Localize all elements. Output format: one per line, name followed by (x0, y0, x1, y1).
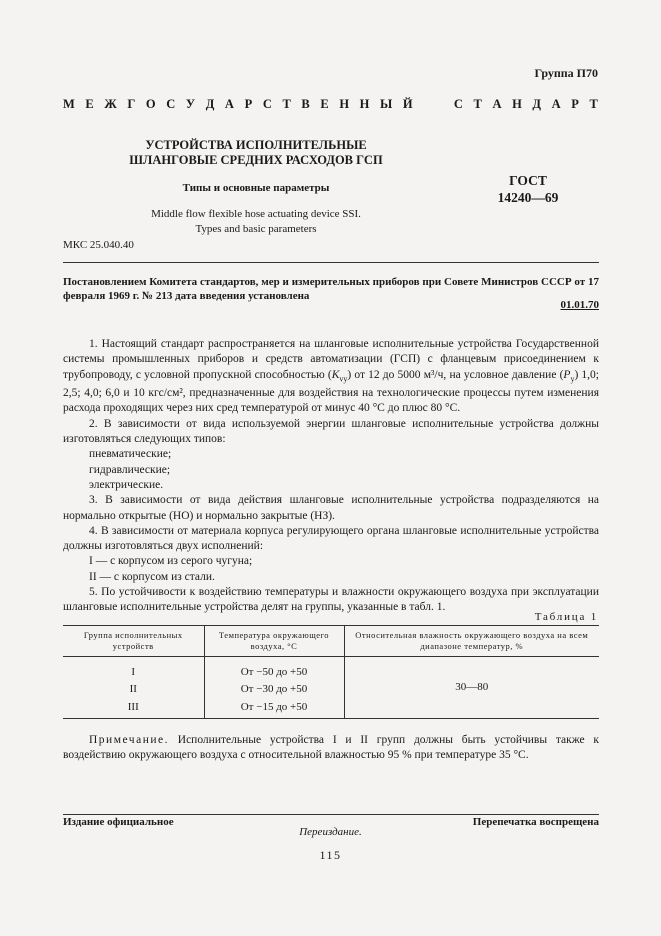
cell-temperature: От −15 до +50 (204, 697, 344, 718)
banner-letter: С (166, 97, 176, 111)
title-line-2: ШЛАНГОВЫЕ СРЕДНИХ РАСХОДОВ ГСП (129, 153, 383, 167)
body-text (63, 337, 599, 616)
banner-letter: С (453, 97, 463, 111)
note-label: Примечание. (89, 734, 169, 746)
official-edition-label: Издание официальное (63, 816, 174, 828)
banner-letter: Е (320, 97, 329, 111)
header-humidity: Относительная влажность окружающего воздуха на всем диапазоне температур, % (344, 626, 599, 657)
cell-group: I (131, 665, 136, 678)
paragraph-2: 2. В зависимости от вида используемой энергии шланговые исполнительные устройства должны изготовляться следующих типов: (63, 417, 599, 446)
list-item: гидравлические; (89, 463, 171, 476)
banner-gap (423, 97, 443, 112)
paragraph-1 (63, 337, 599, 417)
list-item: I — с корпусом из серого чугуна; (89, 555, 253, 568)
banner-letter: Т (473, 97, 482, 111)
banner-letter: В (301, 97, 310, 111)
title-line-1: УСТРОЙСТВА ИСПОЛНИТЕЛЬНЫЕ (145, 138, 367, 152)
list-item: II — с корпусом из стали. (89, 570, 215, 583)
banner-letter: Т (589, 97, 598, 111)
header-temperature: Температура окружающего воздуха, °С (204, 626, 344, 657)
banner-letter: Д (532, 97, 542, 111)
banner-letter: Н (512, 97, 522, 111)
cell-humidity: 30—80 (344, 657, 599, 719)
title-subtitle: Типы и основные параметры (182, 182, 330, 194)
banner-letter: У (185, 97, 196, 111)
py-symbol: P (563, 368, 571, 381)
mks-code: МКС 25.040.40 (63, 239, 134, 251)
table-caption: Таблица 1 (534, 611, 598, 623)
banner-letter: Т (282, 97, 291, 111)
p1-part-a: 1. Настоящий стандарт распространяется на шланговые исполнительные устройства Государственной системы промышленных приборов и средств автоматизации (ГСП) с фланцевым присоединением к трубопроводу, с условной пропускной способностью ( (63, 338, 599, 381)
p1-part-c: ) 1,0; 2,5; 4,0; 6,0 и 10 кгс/см², предназначенные для воздействия на технологические процессы путем изменения расхода проходящих через них сред температурой от минус 40 °С до плюс 80 °С. (63, 368, 599, 415)
climate-groups-table (63, 625, 599, 719)
english-title (120, 207, 392, 237)
english-title-line-1: Middle flow flexible hose actuating device SSI. (151, 208, 361, 220)
banner-letter: Д (205, 97, 215, 111)
page-number: 115 (319, 848, 342, 862)
gost-number (478, 172, 578, 206)
paragraph-3: 3. В зависимости от вида действия шланговые исполнительные устройства подразделяются на нормально открытые (НО) и нормально закрытые (НЗ). (63, 494, 599, 522)
banner-letter: О (145, 97, 156, 111)
interstate-standard-banner (63, 97, 598, 112)
banner-letter: С (262, 97, 272, 111)
decree-text: Постановлением Комитета стандартов, мер и измерительных приборов при Совете Министров СССР от 17 февраля 1969 г. № 213 дата введения установлена (63, 276, 599, 302)
banner-letter: А (551, 97, 561, 111)
paragraph-5: 5. По устойчивости к воздействию температуры и влажности окружающего воздуха при эксплуатации шланговые исполнительные устройства делят на группы, указанные в табл. 1. (63, 586, 599, 614)
table-note (63, 733, 599, 764)
effective-date: 01.01.70 (560, 299, 599, 311)
reprint-prohibited-label: Перепечатка воспрещена (472, 816, 599, 828)
banner-letter: Ж (104, 97, 117, 111)
banner-letter: Е (85, 97, 94, 111)
english-title-line-2: Types and basic parameters (195, 223, 317, 235)
header-divider (63, 262, 599, 263)
table-row (63, 657, 599, 681)
list-item: пневматические; (89, 448, 172, 461)
paragraph-4: 4. В зависимости от материала корпуса регулирующего органа шланговые исполнительные устройства должны изготовляться двух исполнений: (63, 524, 599, 553)
kv-symbol: K (331, 368, 340, 381)
banner-letter: Н (359, 97, 370, 111)
table-header-row (63, 626, 599, 657)
banner-letter: А (492, 97, 502, 111)
reissue-label: Переиздание. (299, 826, 362, 838)
group-code: Группа П70 (534, 66, 598, 80)
py-subscript: y (570, 373, 575, 383)
cell-group: III (127, 701, 139, 714)
cell-temperature: От −50 до +50 (204, 657, 344, 681)
banner-letter: Р (244, 97, 253, 111)
list-item: электрические. (89, 478, 164, 491)
footer-divider (63, 814, 599, 815)
kv-subscript: vy (339, 373, 348, 383)
banner-letter: Н (339, 97, 350, 111)
gost-code: 14240—69 (497, 190, 559, 205)
gost-label: ГОСТ (509, 173, 547, 188)
banner-letter: Р (571, 97, 579, 111)
title-block (120, 138, 392, 237)
banner-letter: Г (127, 97, 136, 111)
header-group: Группа исполнительных устройств (83, 630, 183, 651)
banner-letter: Й (402, 97, 413, 111)
cell-temperature: От −30 до +50 (204, 680, 344, 697)
cell-group: II (129, 682, 137, 695)
p1-part-b: ) от 12 до 5000 м³/ч, на условное давление ( (347, 368, 564, 381)
banner-letter: М (63, 97, 75, 111)
note-text: Исполнительные устройства I и II групп должны быть устойчивы также к воздействию окружающего воздуха с относительной влажностью 95 % при температуре 35 °С. (63, 734, 599, 762)
banner-letter: Ы (380, 97, 393, 111)
banner-letter: А (224, 97, 234, 111)
